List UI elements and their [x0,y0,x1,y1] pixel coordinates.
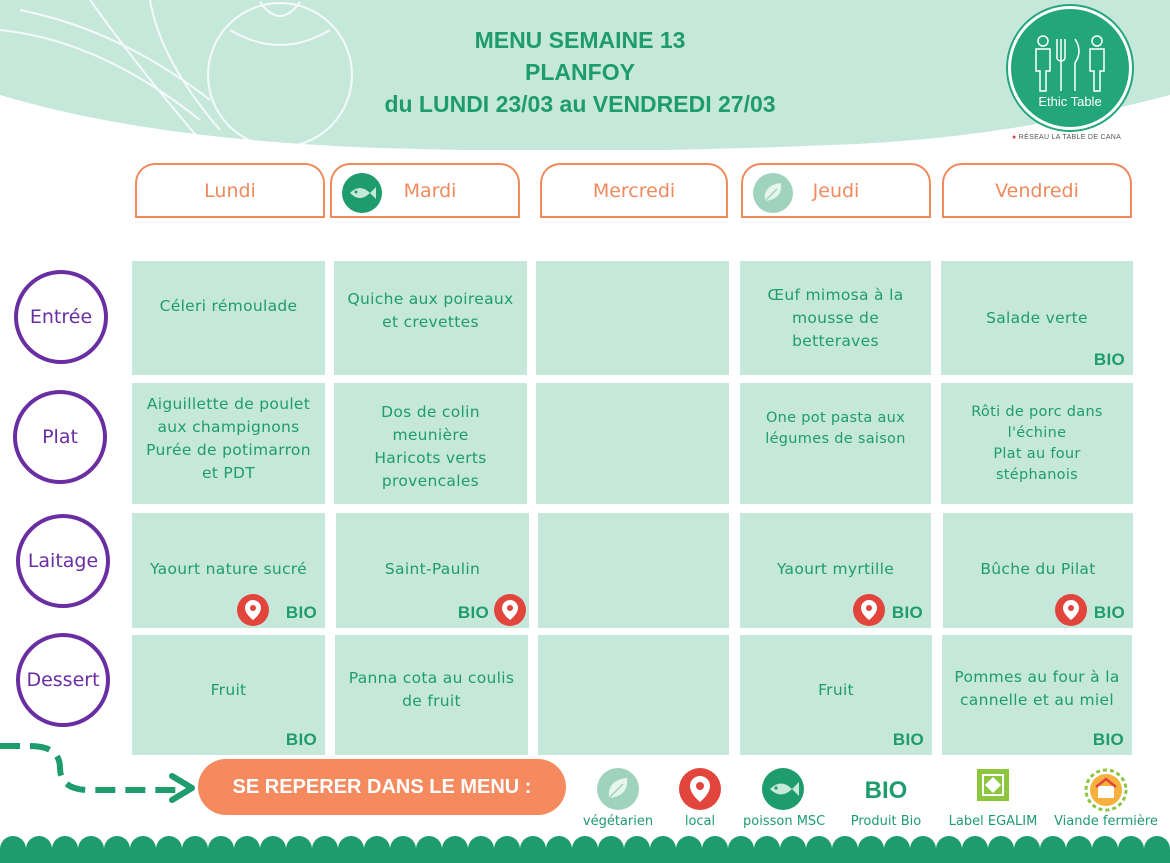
menu-cell: Fruit BIO [740,635,932,755]
scalloped-border [0,835,1170,863]
bio-badge: BIO [457,603,489,622]
people-cutlery-icon [1011,19,1129,99]
menu-cell: One pot pasta aux légumes de saison [740,383,931,504]
legend-item-egalim: Label EGALIM [944,768,1042,829]
menu-cell-empty [538,635,729,755]
school-name: PLANFOY [525,59,635,85]
row-label-dessert: Dessert [16,633,110,727]
row-label-laitage: Laitage [16,514,110,608]
menu-cell: Fruit BIO [132,635,325,755]
day-header-mercredi: Mercredi [540,163,728,218]
menu-cell: Aiguillette de poulet aux champignons Purée de potimarron et PDT [132,383,325,504]
menu-cell: Yaourt nature sucré BIO [132,513,325,628]
week-dates: du LUNDI 23/03 au VENDREDI 27/03 [384,91,776,117]
menu-cell-empty [538,513,729,628]
menu-cell: Panna cota au coulis de fruit [335,635,528,755]
location-pin-icon [853,594,885,626]
day-header-jeudi: Jeudi [741,163,931,218]
bio-badge: BIO [285,730,317,749]
legend-item-bio: BIO Produit Bio [846,768,926,829]
leaf-icon [597,768,639,810]
menu-cell: Céleri rémoulade [132,261,325,375]
menu-cell: Yaourt myrtille BIO [740,513,931,628]
bio-badge: BIO [1093,350,1125,369]
leaf-icon [753,173,793,213]
farm-meat-icon [1084,768,1128,812]
legend-item-viande-fermiere: Viande fermière [1052,768,1160,829]
menu-cell: Saint-Paulin BIO [336,513,529,628]
menu-cell-empty [536,261,729,375]
day-header-lundi: Lundi [135,163,325,218]
legend-item-poisson-msc: poisson MSC [743,768,823,829]
menu-cell: Salade verte BIO [941,261,1133,375]
location-pin-icon [1055,594,1087,626]
menu-cell: Dos de colin meunière Haricots verts provencales [334,383,527,504]
logo-text: Ethic Table [1038,94,1102,109]
menu-title: MENU SEMAINE 13 [474,27,686,53]
bio-badge: BIO [1092,730,1124,749]
network-text: ● RÉSEAU LA TABLE DE CANA [1012,134,1122,141]
location-pin-icon [679,768,721,810]
row-label-plat: Plat [13,390,107,484]
day-header-mardi: Mardi [330,163,520,218]
day-header-vendredi: Vendredi [942,163,1132,218]
location-pin-icon [237,594,269,626]
bio-text-icon: BIO [864,777,908,804]
egalim-label-icon [976,768,1010,802]
legend-button: SE REPERER DANS LE MENU : [198,759,566,815]
row-label-entree: Entrée [14,270,108,364]
menu-cell: Œuf mimosa à la mousse de betteraves [740,261,931,375]
bio-badge: BIO [285,603,317,622]
fish-icon [762,768,804,810]
location-pin-icon [494,594,526,626]
legend-item-vegetarien: végétarien [578,768,658,829]
bio-badge: BIO [892,730,924,749]
bio-badge: BIO [891,603,923,622]
fish-icon [342,173,382,213]
dashed-arrow-icon [0,738,200,808]
ethic-table-logo [1008,6,1132,130]
menu-cell: Quiche aux poireaux et crevettes [334,261,527,375]
menu-cell: Rôti de porc dans l'échine Plat au four stéphanois [941,383,1133,504]
menu-cell-empty [536,383,729,504]
bio-badge: BIO [1093,603,1125,622]
legend-item-local: local [670,768,730,829]
menu-cell: Bûche du Pilat BIO [943,513,1133,628]
menu-cell: Pommes au four à la cannelle et au miel BIO [942,635,1132,755]
